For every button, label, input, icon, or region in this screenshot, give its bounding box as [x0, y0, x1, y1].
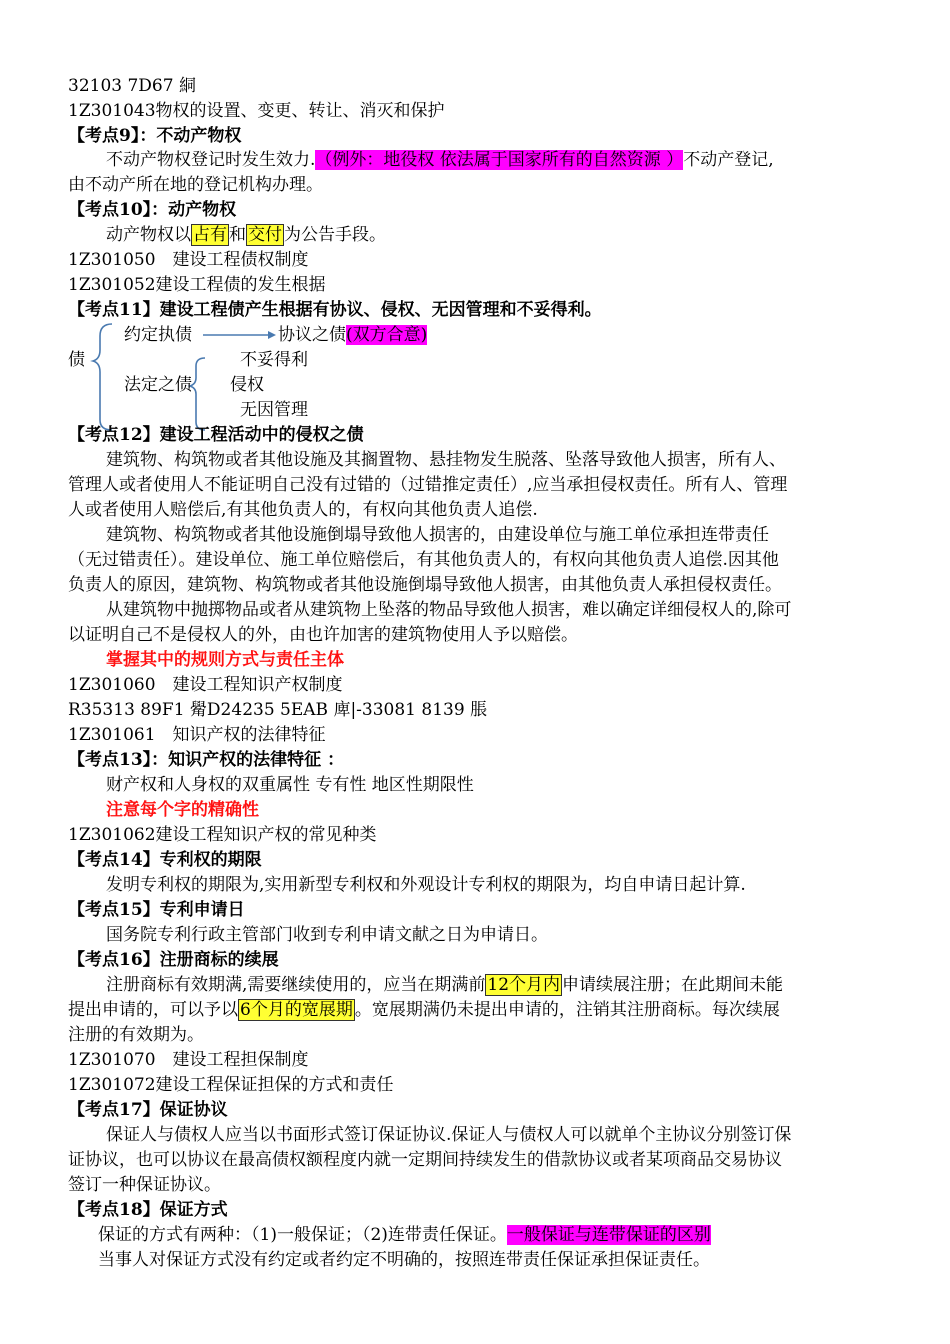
section-heading: 1Z301050 建设工程债权制度 [68, 250, 309, 270]
kaodian-12-title: 【考点12】建设工程活动中的侵权之债 [68, 425, 364, 445]
diagram-yueding: 约定执债 [124, 325, 192, 345]
code-line: 32103 7D67 絧 [68, 76, 196, 96]
section-heading: 1Z301043物权的设置、变更、转让、消灭和保护 [68, 101, 445, 121]
kaodian-13-text: 财产权和人身权的双重属性 专有性 地区性期限性 [106, 775, 474, 795]
kaodian-15-title: 【考点15】专利申请日 [68, 900, 245, 920]
kaodian-9-text: 不动产物权登记时发生效力.（例外：地役权 依法属于国家所有的自然资源 ）不动产登记, [106, 150, 774, 170]
diagram-wuyin: 无因管理 [240, 400, 308, 420]
diagram-xieyi: 协议之债(双方合意) [278, 325, 428, 345]
diagram-fading: 法定之债 [124, 375, 192, 395]
kaodian-16-title: 【考点16】注册商标的续展 [68, 950, 279, 970]
section-heading: 1Z301061 知识产权的法律特征 [68, 725, 326, 745]
section-heading: 1Z301070 建设工程担保制度 [68, 1050, 309, 1070]
pink-highlight: （例外：地役权 依法属于国家所有的自然资源 ） [315, 150, 684, 170]
paragraph-line: 以证明自己不是侵权人的外，由也许加害的建筑物使用人予以赔偿。 [68, 625, 578, 645]
paragraph-line: 建筑物、构筑物或者其他设施倒塌导致他人损害的，由建设单位与施工单位承担连带责任 [106, 525, 769, 545]
kaodian-14-title: 【考点14】专利权的期限 [68, 850, 262, 870]
kaodian-18-text: 保证的方式有两种：（1)一般保证；（2)连带责任保证。一般保证与连带保证的区别 [98, 1225, 711, 1245]
kaodian-10-text: 动产物权以 占有 和 交付 为公告手段。 [106, 225, 386, 245]
yellow-highlight: 交付 [248, 225, 282, 245]
paragraph-line: （无过错责任）。建设单位、施工单位赔偿后，有其他负责人的，有权向其他负责人追偿.因其他 [68, 550, 779, 570]
yellow-highlight: 占有 [193, 225, 227, 245]
kaodian-15-text: 国务院专利行政主管部门收到专利申请文献之日为申请日。 [106, 925, 548, 945]
kaodian-18-title: 【考点18】保证方式 [68, 1200, 228, 1220]
diagram-butuo: 不妥得利 [240, 350, 308, 370]
red-note: 掌握其中的规则方式与责任主体 [106, 650, 344, 670]
paragraph-line: 证协议，也可以协议在最高债权额程度内就一定期间持续发生的借款协议或者某项商品交易协议 [68, 1150, 782, 1170]
paragraph-line: 建筑物、构筑物或者其他设施及其搁置物、悬挂物发生脱落、坠落导致他人损害，所有人、 [106, 450, 786, 470]
diagram-zhai: 债 [68, 350, 85, 370]
kaodian-16-text-cont: 提出申请的，可以予以 6个月的宽展期 。宽展期满仍未提出申请的，注销其注册商标。每次续展 [68, 1000, 780, 1020]
kaodian-16-text-cont: 注册的有效期为。 [68, 1025, 204, 1045]
big-brace-icon [93, 324, 112, 430]
kaodian-18-text-cont: 当事人对保证方式没有约定或者约定不明确的，按照连带责任保证承担保证责任。 [98, 1250, 710, 1270]
section-heading: 1Z301062建设工程知识产权的常见种类 [68, 825, 377, 845]
paragraph-line: 人或者使用人赔偿后,有其他负责人的，有权向其他负责人追偿. [68, 500, 538, 520]
section-heading: 1Z301060 建设工程知识产权制度 [68, 675, 343, 695]
paragraph-line: 保证人与债权人应当以书面形式签订保证协议.保证人与债权人可以就单个主协议分别签订保 [106, 1125, 792, 1145]
paragraph-line: 管理人或者使用人不能证明自己没有过错的（过错推定责任）,应当承担侵权责任。所有人、管理 [68, 475, 788, 495]
kaodian-11-title: 【考点11】建设工程债产生根据有协议、侵权、无因管理和不妥得利。 [68, 300, 602, 320]
paragraph-line: 负责人的原因，建筑物、构筑物或者其他设施倒塌导致他人损害，由其他负责人承担侵权责任。 [68, 575, 782, 595]
kaodian-9-title: 【考点9】：不动产物权 [68, 126, 242, 146]
code-line: R35313 89F1 觷D24235 5EAB 庳|-33081 8139 脹 [68, 700, 488, 720]
red-note: 注意每个字的精确性 [106, 800, 259, 820]
paragraph-line: 从建筑物中抛掷物品或者从建筑物上坠落的物品导致他人损害，难以确定详细侵权人的,除可 [106, 600, 792, 620]
kaodian-17-title: 【考点17】保证协议 [68, 1100, 228, 1120]
kaodian-14-text: 发明专利权的期限为,实用新型专利权和外观设计专利权的期限为，均自申请日起计算. [106, 875, 746, 895]
kaodian-13-title: 【考点13】：知识产权的法律特征 ： [68, 750, 345, 770]
yellow-highlight: 6个月的宽展期 [240, 1000, 353, 1020]
kaodian-16-text: 注册商标有效期满,需要继续使用的，应当在期满前 12个月内 申请续展注册；在此期间未能 [106, 975, 784, 995]
section-heading: 1Z301052建设工程债的发生根据 [68, 275, 326, 295]
small-brace-icon [190, 358, 205, 430]
paragraph-line: 签订一种保证协议。 [68, 1175, 221, 1195]
pink-highlight: (双方合意) [346, 325, 428, 345]
diagram-qinquan: 侵权 [230, 375, 264, 395]
yellow-highlight: 12个月内 [487, 975, 561, 995]
arrow-head-icon [268, 331, 276, 339]
kaodian-9-text-cont: 由不动产所在地的登记机构办理。 [68, 175, 323, 195]
kaodian-10-title: 【考点10】：动产物权 [68, 200, 237, 220]
pink-highlight: 一般保证与连带保证的区别 [506, 1225, 711, 1245]
section-heading: 1Z301072建设工程保证担保的方式和责任 [68, 1075, 394, 1095]
